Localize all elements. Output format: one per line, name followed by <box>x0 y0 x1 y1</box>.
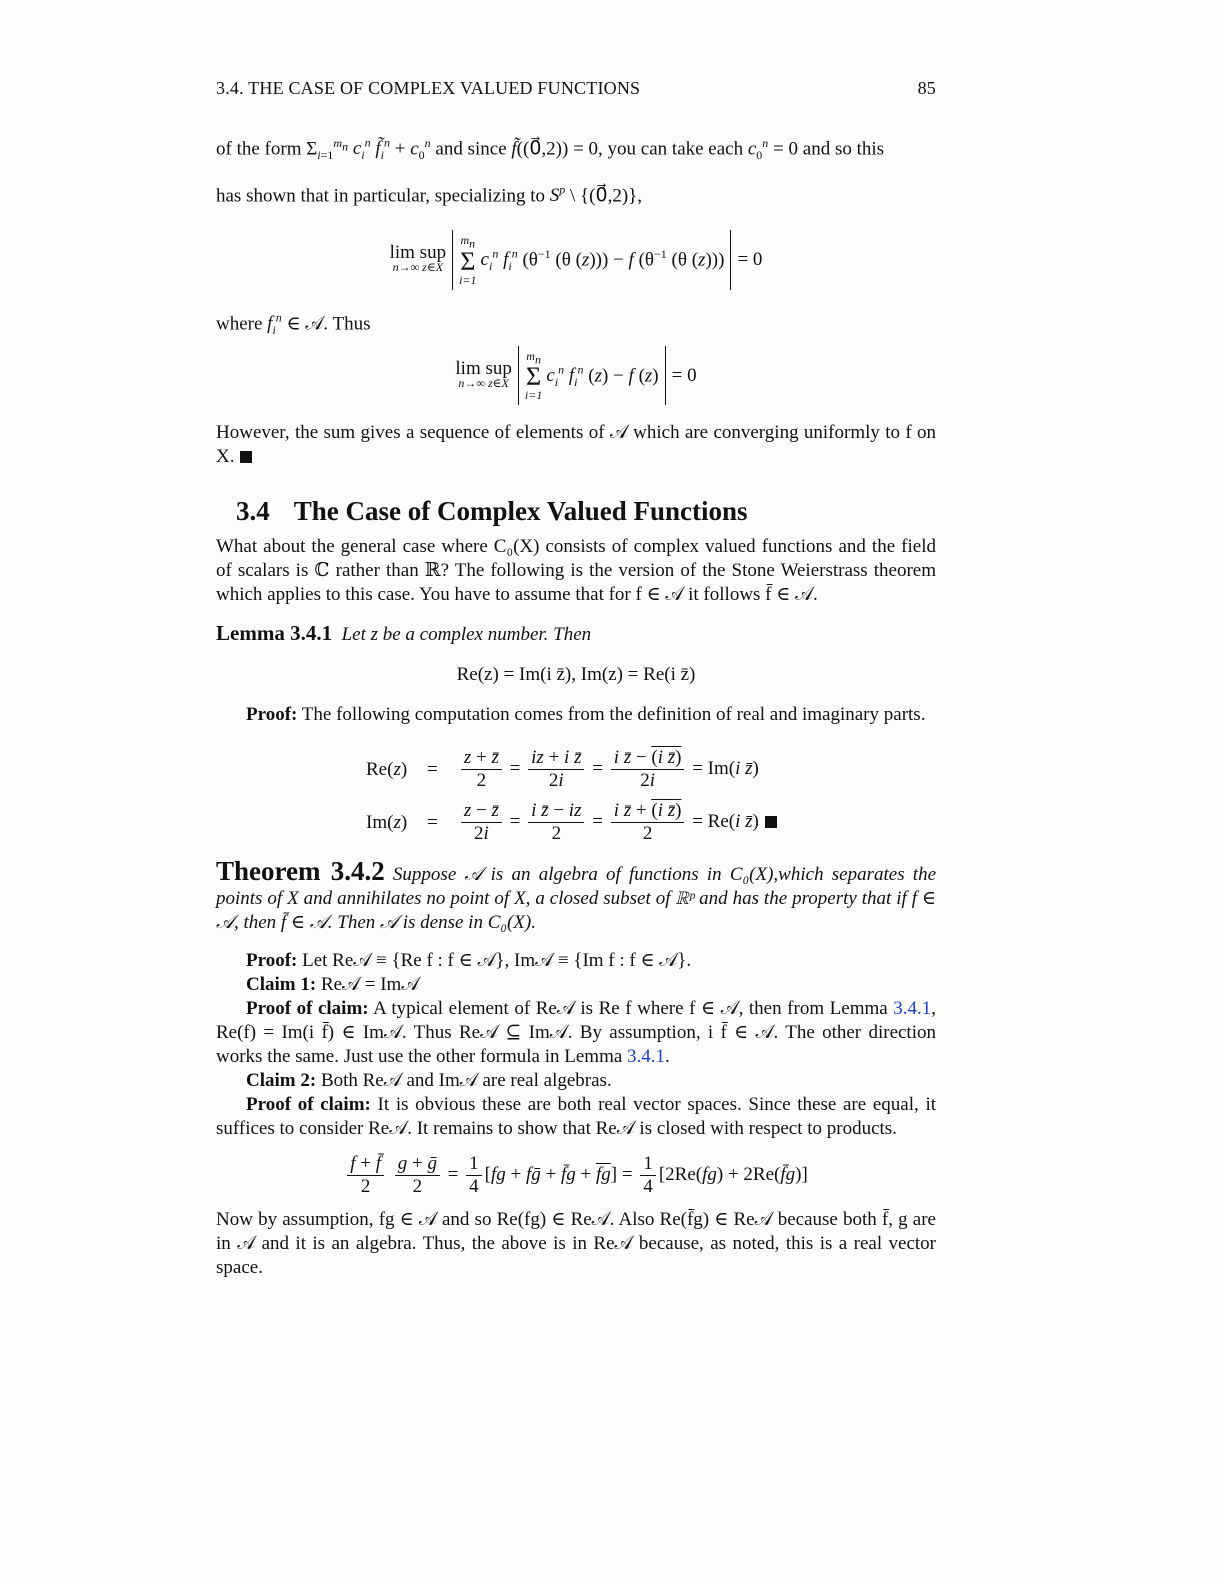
final-paragraph: Now by assumption, fg ∈ 𝒜 and so Re(fg) ∈ Re𝒜. Also Re(f̄g) ∈ Re𝒜 because both f̄, g are in 𝒜 and it is an algebra. Thus, the above is in Re𝒜 because, as noted, this is a real vector space. <box>216 1209 936 1279</box>
theorem-label: Theorem 3.4.2 <box>216 856 385 887</box>
equation-limsup-1: lim sup n→∞ z∈X $m_n$ Σ i=1 $c_i^n$ $f_i^n$ ($\theta^{-1}$ (θ (z))) − f ($\theta^{-1}$ (θ (z))) = 0 <box>216 230 936 289</box>
re-im-computation: Re(z) = $\frac{z + z̄}{2}$ = $\frac{\text{iz + i z̄}}{2i}$ = $\frac{\text{i z̄ − (i z̄)}}{2i}$ = Im(i z̄) Im(z) = $\frac{z - z̄}{2i}$ = $\frac{\text{i z̄ − iz}}{2}$ = $\frac{\text{i z̄ + (i z̄)}}{2}$ = Re(i z̄) <box>356 743 787 849</box>
section-paragraph: What about the general case where C₀(X) consists of complex valued functions and the field of scalars is ℂ rather than ℝ? The following is the version of the Stone Weierstrass theorem which applies to this case. You have to assume that for f ∈ 𝒜 it follows f̄ ∈ 𝒜. <box>216 536 936 606</box>
qed-mark <box>240 451 252 463</box>
intro-line-1: of the form $\Sigma_{i=1}^{m_n}$ $c_i^n$ $f̃_i^n + c_0^n$ and since f̃((0⃗,2)) = 0, you can take each $c_0^n = 0$ and so this <box>216 136 885 163</box>
section-heading <box>236 496 936 527</box>
page <box>216 76 936 1280</box>
product-equation: $\frac{f + f̄}{2}$ $\frac{\text{g + ḡ}}{2}$ = $\frac{1}{4}$ [fg + fḡ + f̄g + $\overline{fg}$] = $\frac{1}{4}$ [2Re(fg) + 2Re(f̄g)] <box>216 1153 936 1198</box>
however-paragraph: However, the sum gives a sequence of elements of 𝒜 which are converging uniformly to f on X. <box>216 422 936 468</box>
header-section: 3.4. THE CASE OF COMPLEX VALUED FUNCTIONS <box>216 78 641 98</box>
where-line: where $f_i^n$ ∈ 𝒜. Thus <box>216 310 371 337</box>
theorem <box>216 856 937 935</box>
section-title: The Case of Complex Valued Functions <box>293 496 748 527</box>
theorem-statement: Suppose 𝒜 is an algebra of functions in C₀(X),which separates the points of X and annihilates no point of X, a closed subset of ℝᵖ and has the property that if f ∈ 𝒜, then f̄ ∈ 𝒜. Then 𝒜 is dense in C₀(X). <box>216 864 937 934</box>
equation-limsup-2: lim sup n→∞ z∈X $m_n$ Σ i=1 $c_i^n$ $f_i^n$ (z) − f (z) = 0 <box>216 346 936 405</box>
theorem-proof: Proof: Let Re𝒜 ≡ {Re f : f ∈ 𝒜}, Im𝒜 ≡ {Im f : f ∈ 𝒜}. Claim 1: Re𝒜 = Im𝒜 Proof of claim: A typical element of Re𝒜 is Re f where f ∈ 𝒜, then from Lemma 3.4.1, Re(f) = Im(i f̄) ∈ Im𝒜. Thus Re𝒜 ⊆ Im𝒜. By assumption, i f̄ ∈ 𝒜. The other direction works the same. Just use the other formula in Lemma 3.4.1. Claim 2: Both Re𝒜 and Im𝒜 are real algebras. Proof of claim: It is obvious these are both real vector spaces. Since these are equal, it suffices to consider Re𝒜. It remains to show that Re𝒜 is closed with respect to products. <box>216 950 937 1140</box>
lemma <box>216 621 936 647</box>
page-number: 85 <box>917 78 936 98</box>
lemma-ref-link[interactable]: 3.4.1 <box>627 1046 666 1068</box>
qed-mark <box>765 816 777 828</box>
section-number: 3.4 <box>236 496 270 527</box>
lemma-ref-link[interactable]: 3.4.1 <box>893 998 932 1020</box>
intro-line-2: has shown that in particular, specializing to $S^p$ \ {(0⃗,2)}, <box>216 183 643 207</box>
lemma-display: Re(z) = Im(i z̄), Im(z) = Re(i z̄) <box>456 664 696 686</box>
lemma-statement: Let z be a complex number. Then <box>341 624 592 646</box>
lemma-label: Lemma 3.4.1 <box>216 621 333 646</box>
lemma-proof: Proof: The following computation comes from the definition of real and imaginary parts. <box>246 704 926 726</box>
running-header <box>216 76 936 100</box>
